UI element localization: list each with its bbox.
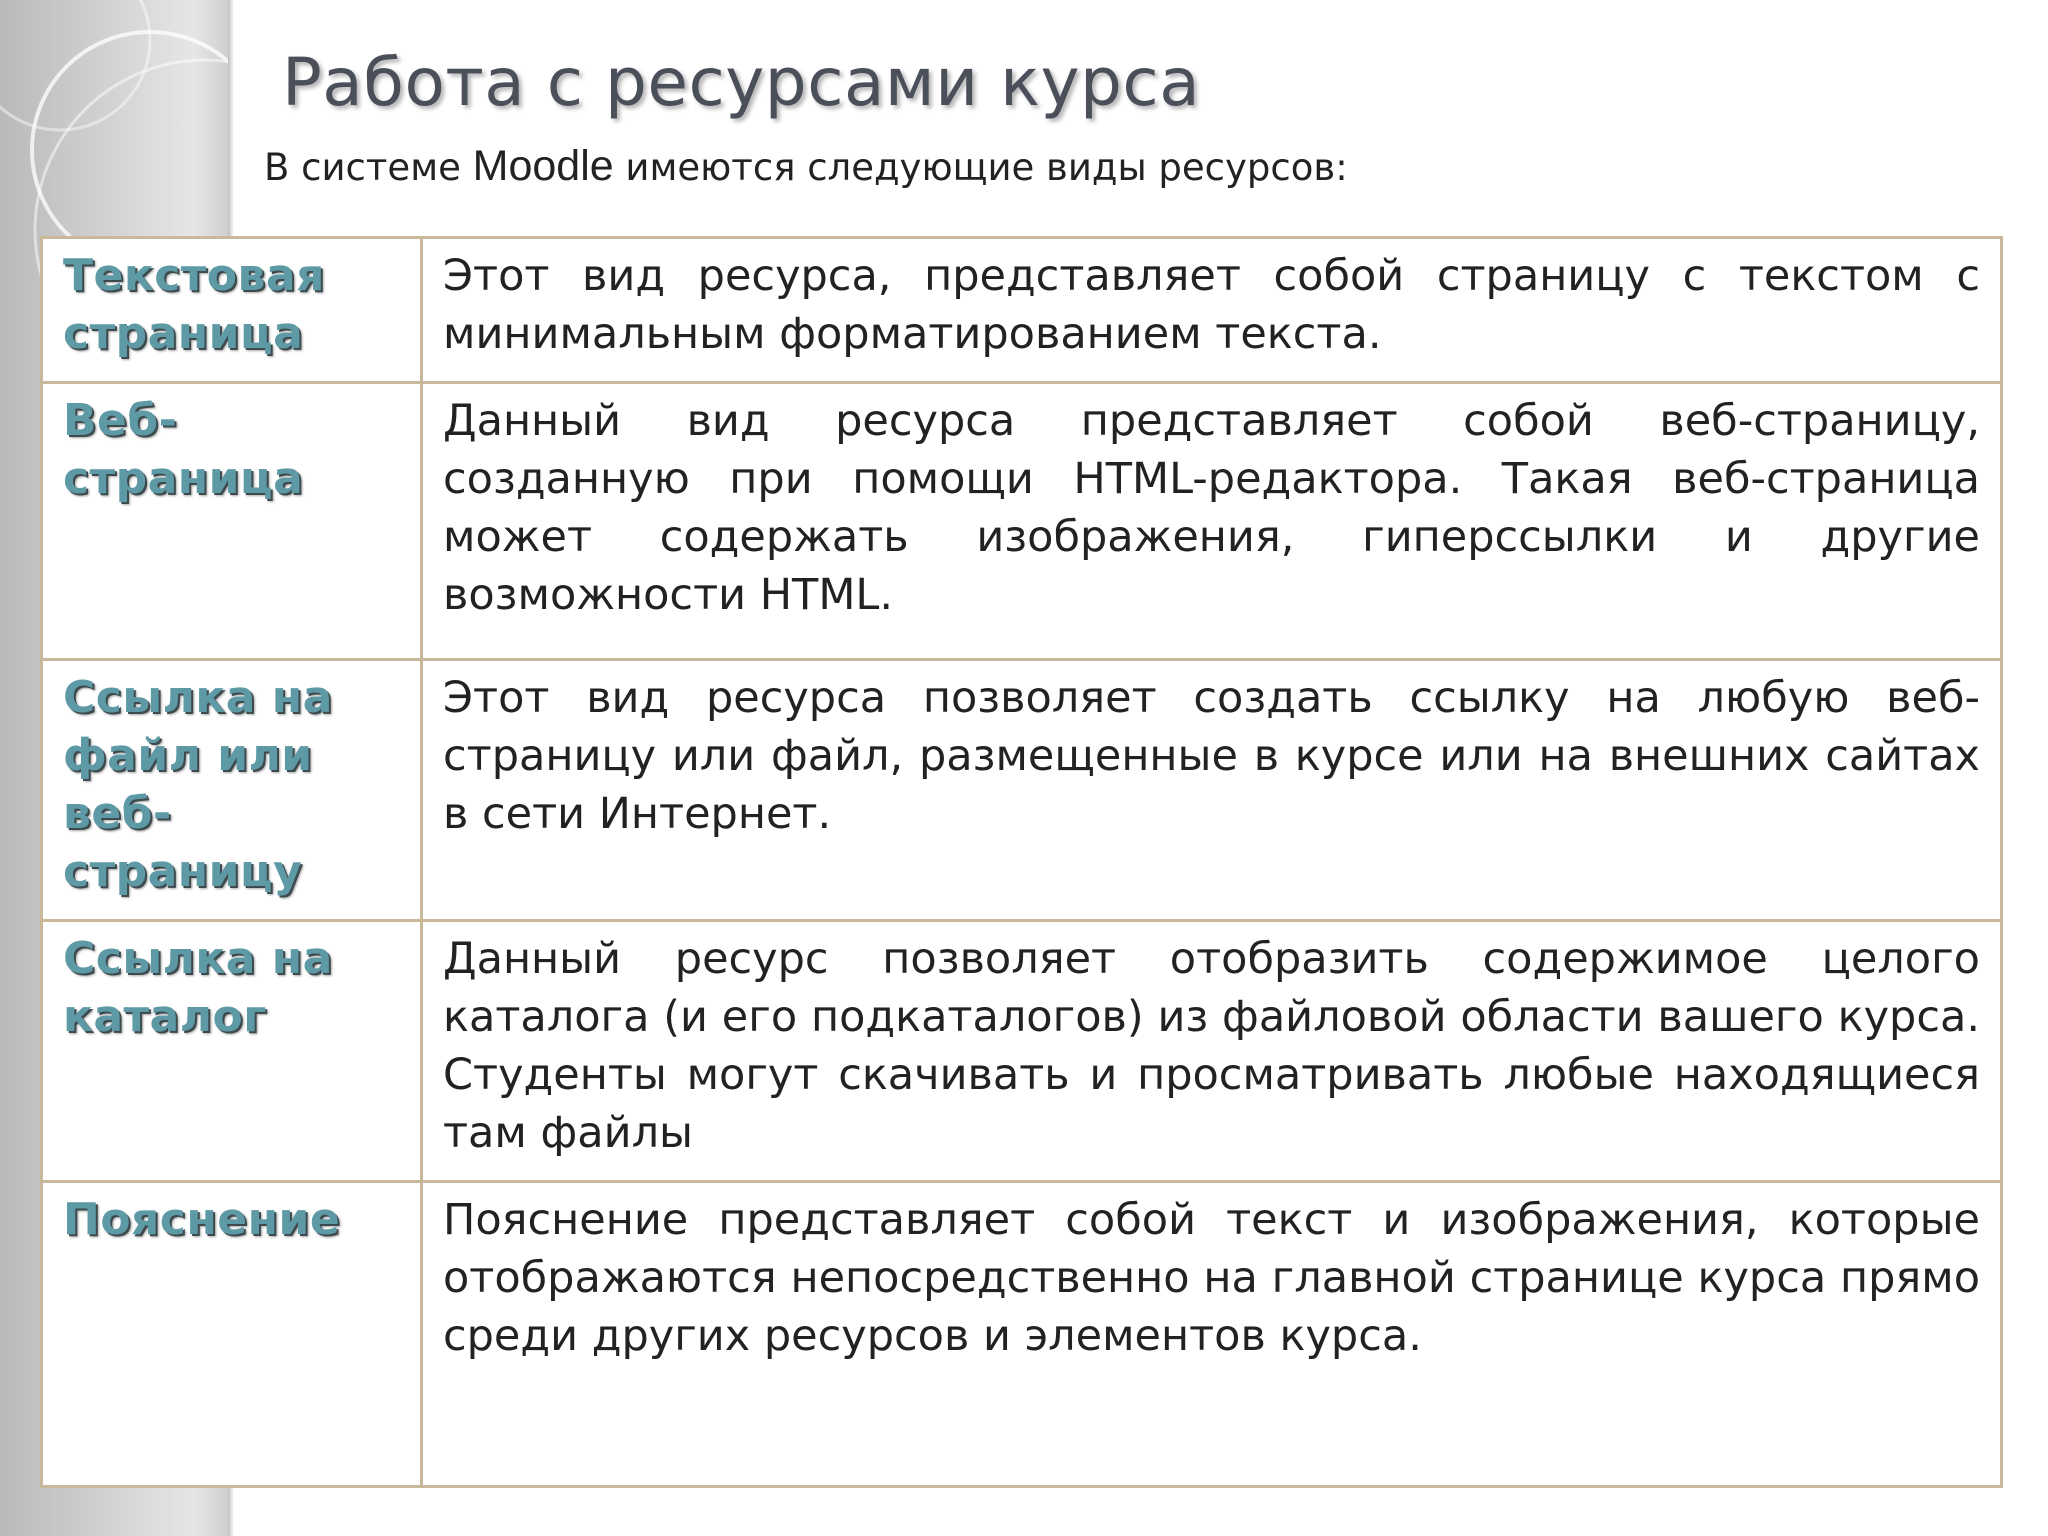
resource-term: Пояснение (42, 1182, 422, 1487)
subtitle-prefix: В системе (264, 146, 473, 189)
subtitle-suffix: имеются следующие виды ресурсов: (613, 146, 1348, 189)
slide-title: Работа с ресурсами курса (282, 44, 1201, 121)
table-row (42, 921, 2002, 1182)
table-row (42, 1182, 2002, 1487)
slide-subtitle (264, 142, 1348, 191)
resource-description: Данный вид ресурса представляет собой веб-страницу, созданную при помощи HTML-редактора. Такая веб-страница может содержать изображения, гиперссылки и другие возможности HTML. (422, 383, 2002, 660)
table-row (42, 383, 2002, 660)
resource-description: Этот вид ресурса позволяет создать ссылку на любую веб-страницу или файл, размещенные в курсе или на внешних сайтах в сети Интернет. (422, 660, 2002, 921)
resource-description: Пояснение представляет собой текст и изображения, которые отображаются непосредственно на главной странице курса прямо среди других ресурсов и элементов курса. (422, 1182, 2002, 1487)
resources-table (40, 236, 2003, 1488)
table-row (42, 238, 2002, 383)
resource-term: Веб-страница (42, 383, 422, 660)
resource-description: Этот вид ресурса, представляет собой страницу с текстом с минимальным форматированием текста. (422, 238, 2002, 383)
subtitle-brand: Moodle (472, 142, 614, 190)
resource-description: Данный ресурс позволяет отобразить содержимое целого каталога (и его подкаталогов) из файловой области вашего курса. Студенты могут скачивать и просматривать любые находящиеся там файлы (422, 921, 2002, 1182)
table-row (42, 660, 2002, 921)
resource-term: Текстовая страница (42, 238, 422, 383)
resource-term: Ссылка на файл или веб-страницу (42, 660, 422, 921)
resource-term: Ссылка на каталог (42, 921, 422, 1182)
